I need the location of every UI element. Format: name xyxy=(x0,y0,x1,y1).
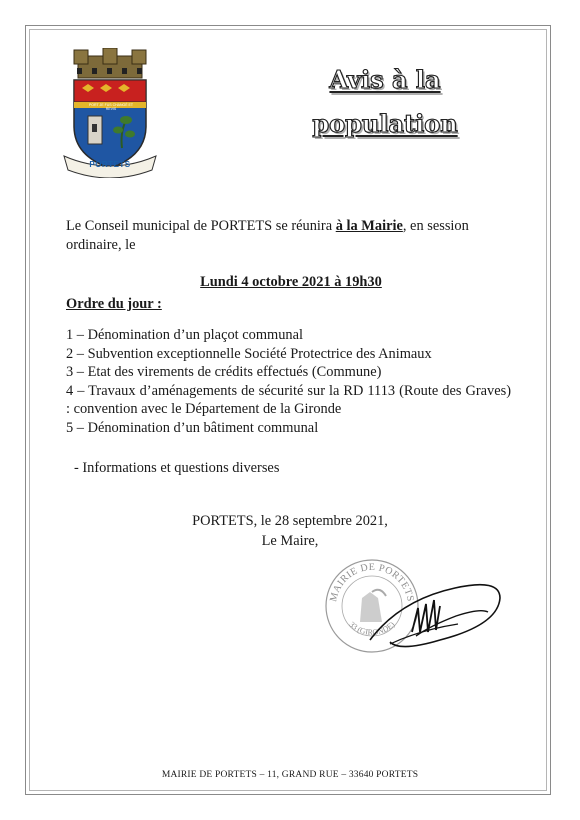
footer-address: MAIRIE DE PORTETS – 11, GRAND RUE – 33640 PORTETS xyxy=(161,770,419,780)
agenda-item: 3 – Etat des virements de crédits effectués (Commune) xyxy=(66,364,382,380)
title-line-1: Avis à la xyxy=(329,65,441,94)
coat-of-arms-logo xyxy=(60,48,160,178)
agenda-item: 4 – Travaux d’aménagements de sécurité sur la RD 1113 (Route des Graves) : convention avec le Département de la Gironde xyxy=(66,382,511,417)
title-line-2: population xyxy=(312,109,458,138)
agenda-item: 5 – Dénomination d’un bâtiment communal xyxy=(66,419,319,436)
intro-paragraph xyxy=(66,217,516,254)
agenda-title: Ordre du jour : xyxy=(66,296,162,312)
intro-location: à la Mairie xyxy=(335,218,403,234)
meeting-date: Lundi 4 octobre 2021 à 19h30 xyxy=(200,274,382,290)
agenda-list xyxy=(66,326,511,437)
signoff-role: Le Maire, xyxy=(261,533,319,549)
crest-label: PORTETS xyxy=(89,160,131,169)
agenda-item: 1 – Dénomination d’un plaçot communal xyxy=(66,327,303,343)
intro-text-2: , en session ordinaire, le xyxy=(66,218,469,253)
svg-text:MAIRIE DE PORTETS: MAIRIE DE PORTETS xyxy=(328,561,416,603)
notice-title xyxy=(295,58,475,146)
crest-shield-icon xyxy=(60,48,160,178)
mayor-signature xyxy=(360,570,510,665)
signoff xyxy=(190,511,390,551)
signoff-place-date: PORTETS, le 28 septembre 2021, xyxy=(192,513,388,529)
misc-line: - Informations et questions diverses xyxy=(74,460,280,476)
intro-text-1: Le Conseil municipal de PORTETS se réunira xyxy=(66,218,336,234)
crest-motto: PORT JE FUS CHANGÉ ET REVIS xyxy=(88,103,134,111)
svg-text:33 (GIRONDE): 33 (GIRONDE) xyxy=(347,619,397,637)
agenda-item: 2 – Subvention exceptionnelle Société Protectrice des Animaux xyxy=(66,345,432,362)
